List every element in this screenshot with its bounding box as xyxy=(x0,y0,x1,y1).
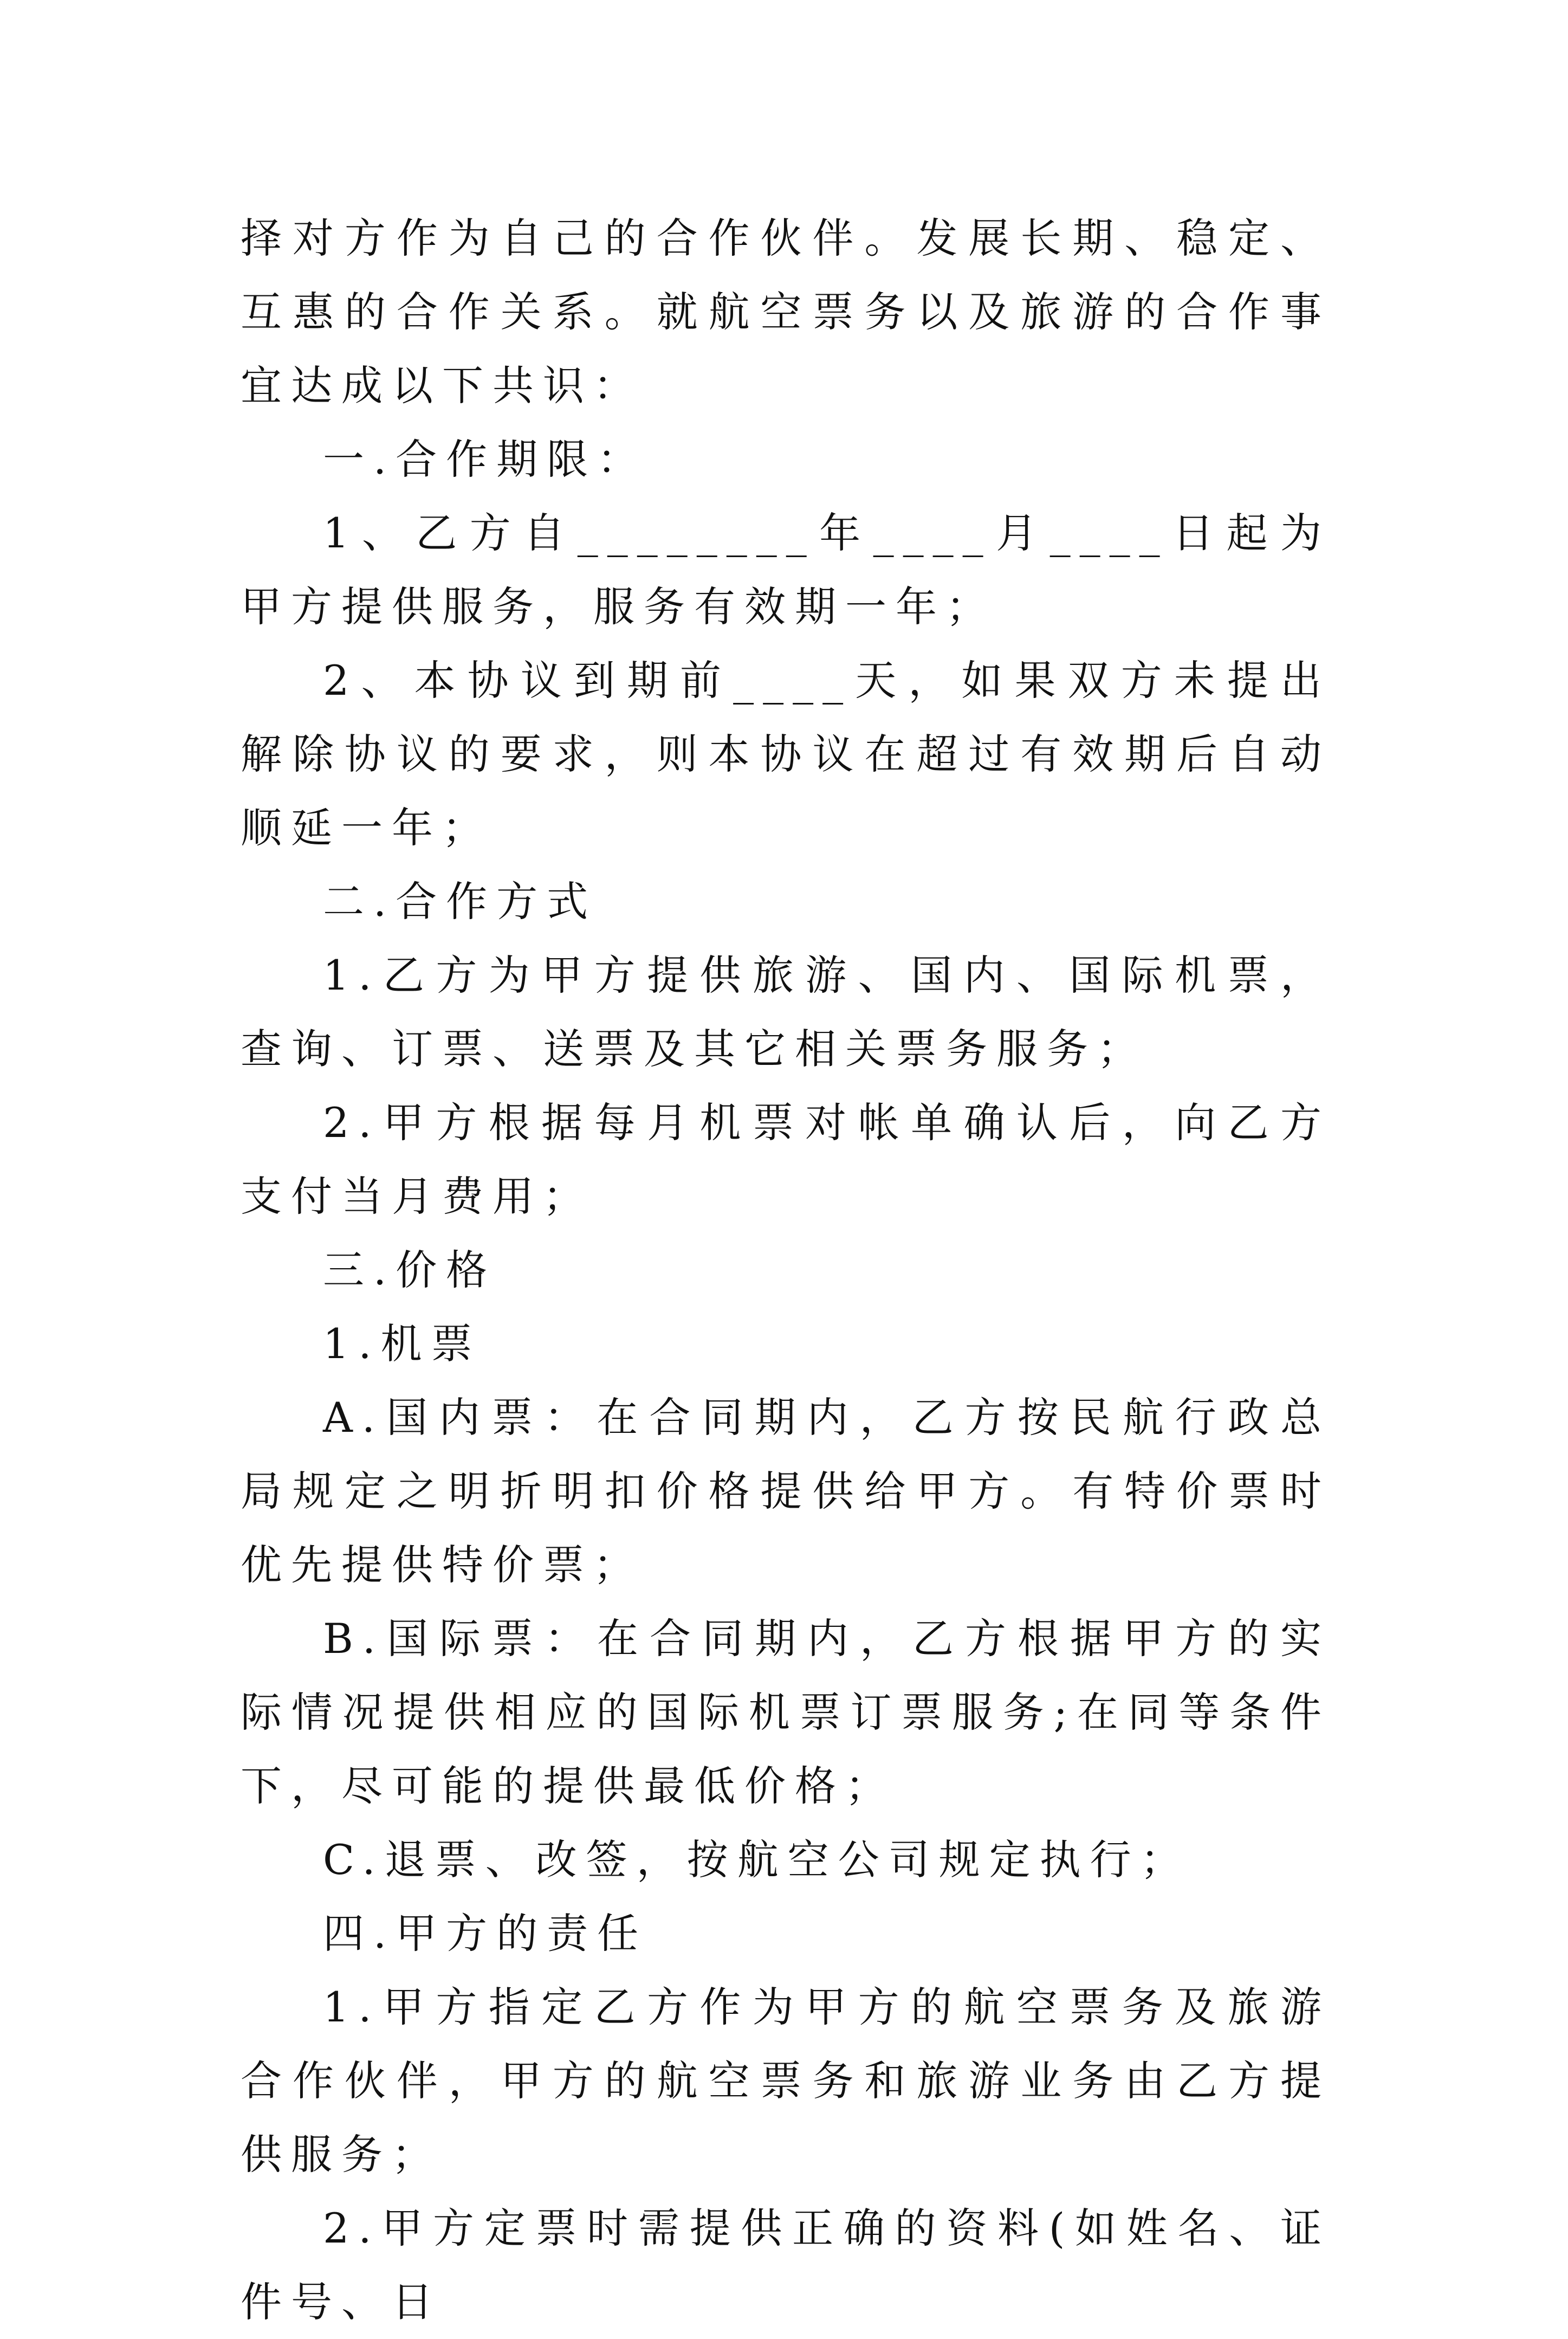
section-heading-price: 三.价格 xyxy=(323,1246,497,1294)
section-heading-cooperation-term: 一.合作期限： xyxy=(323,435,648,483)
clause-price-domestic: A.国内票：在合同期内，乙方按民航行政总局规定之明折明扣价格提供给甲方。有特价票时优先提供特价票； xyxy=(241,1393,1331,1589)
clause-party-a-2: 2.甲方定票时需提供正确的资料(如姓名、证件号、日 xyxy=(241,2204,1331,2326)
document-body xyxy=(241,202,1331,2339)
section-heading-party-a-duties: 四.甲方的责任 xyxy=(323,1909,648,1957)
paragraph-intro-continuation: 择对方作为自己的合作伙伴。发展长期、稳定、互惠的合作关系。就航空票务以及旅游的合作事宜达成以下共识： xyxy=(241,214,1331,410)
subsection-heading-air-tickets: 1.机票 xyxy=(323,1320,482,1368)
clause-term-1: 1、乙方自________年____月____日起为甲方提供服务，服务有效期一年； xyxy=(241,509,1331,631)
clause-party-a-1: 1.甲方指定乙方作为甲方的航空票务及旅游合作伙伴，甲方的航空票务和旅游业务由乙方提供服务； xyxy=(241,1983,1331,2179)
clause-mode-1: 1.乙方为甲方提供旅游、国内、国际机票，查询、订票、送票及其它相关票务服务； xyxy=(241,951,1331,1073)
clause-price-refund: C.退票、改签，按航空公司规定执行； xyxy=(323,1836,1191,1884)
clause-mode-2: 2.甲方根据每月机票对帐单确认后，向乙方支付当月费用； xyxy=(241,1099,1331,1220)
clause-price-international: B.国际票：在合同期内，乙方根据甲方的实际情况提供相应的国际机票订票服务;在同等条件下，尽可能的提供最低价格； xyxy=(241,1614,1331,1810)
clause-term-2: 2、本协议到期前____天，如果双方未提出解除协议的要求，则本协议在超过有效期后自动顺延一年； xyxy=(241,656,1331,852)
section-heading-cooperation-mode: 二.合作方式 xyxy=(323,877,598,926)
